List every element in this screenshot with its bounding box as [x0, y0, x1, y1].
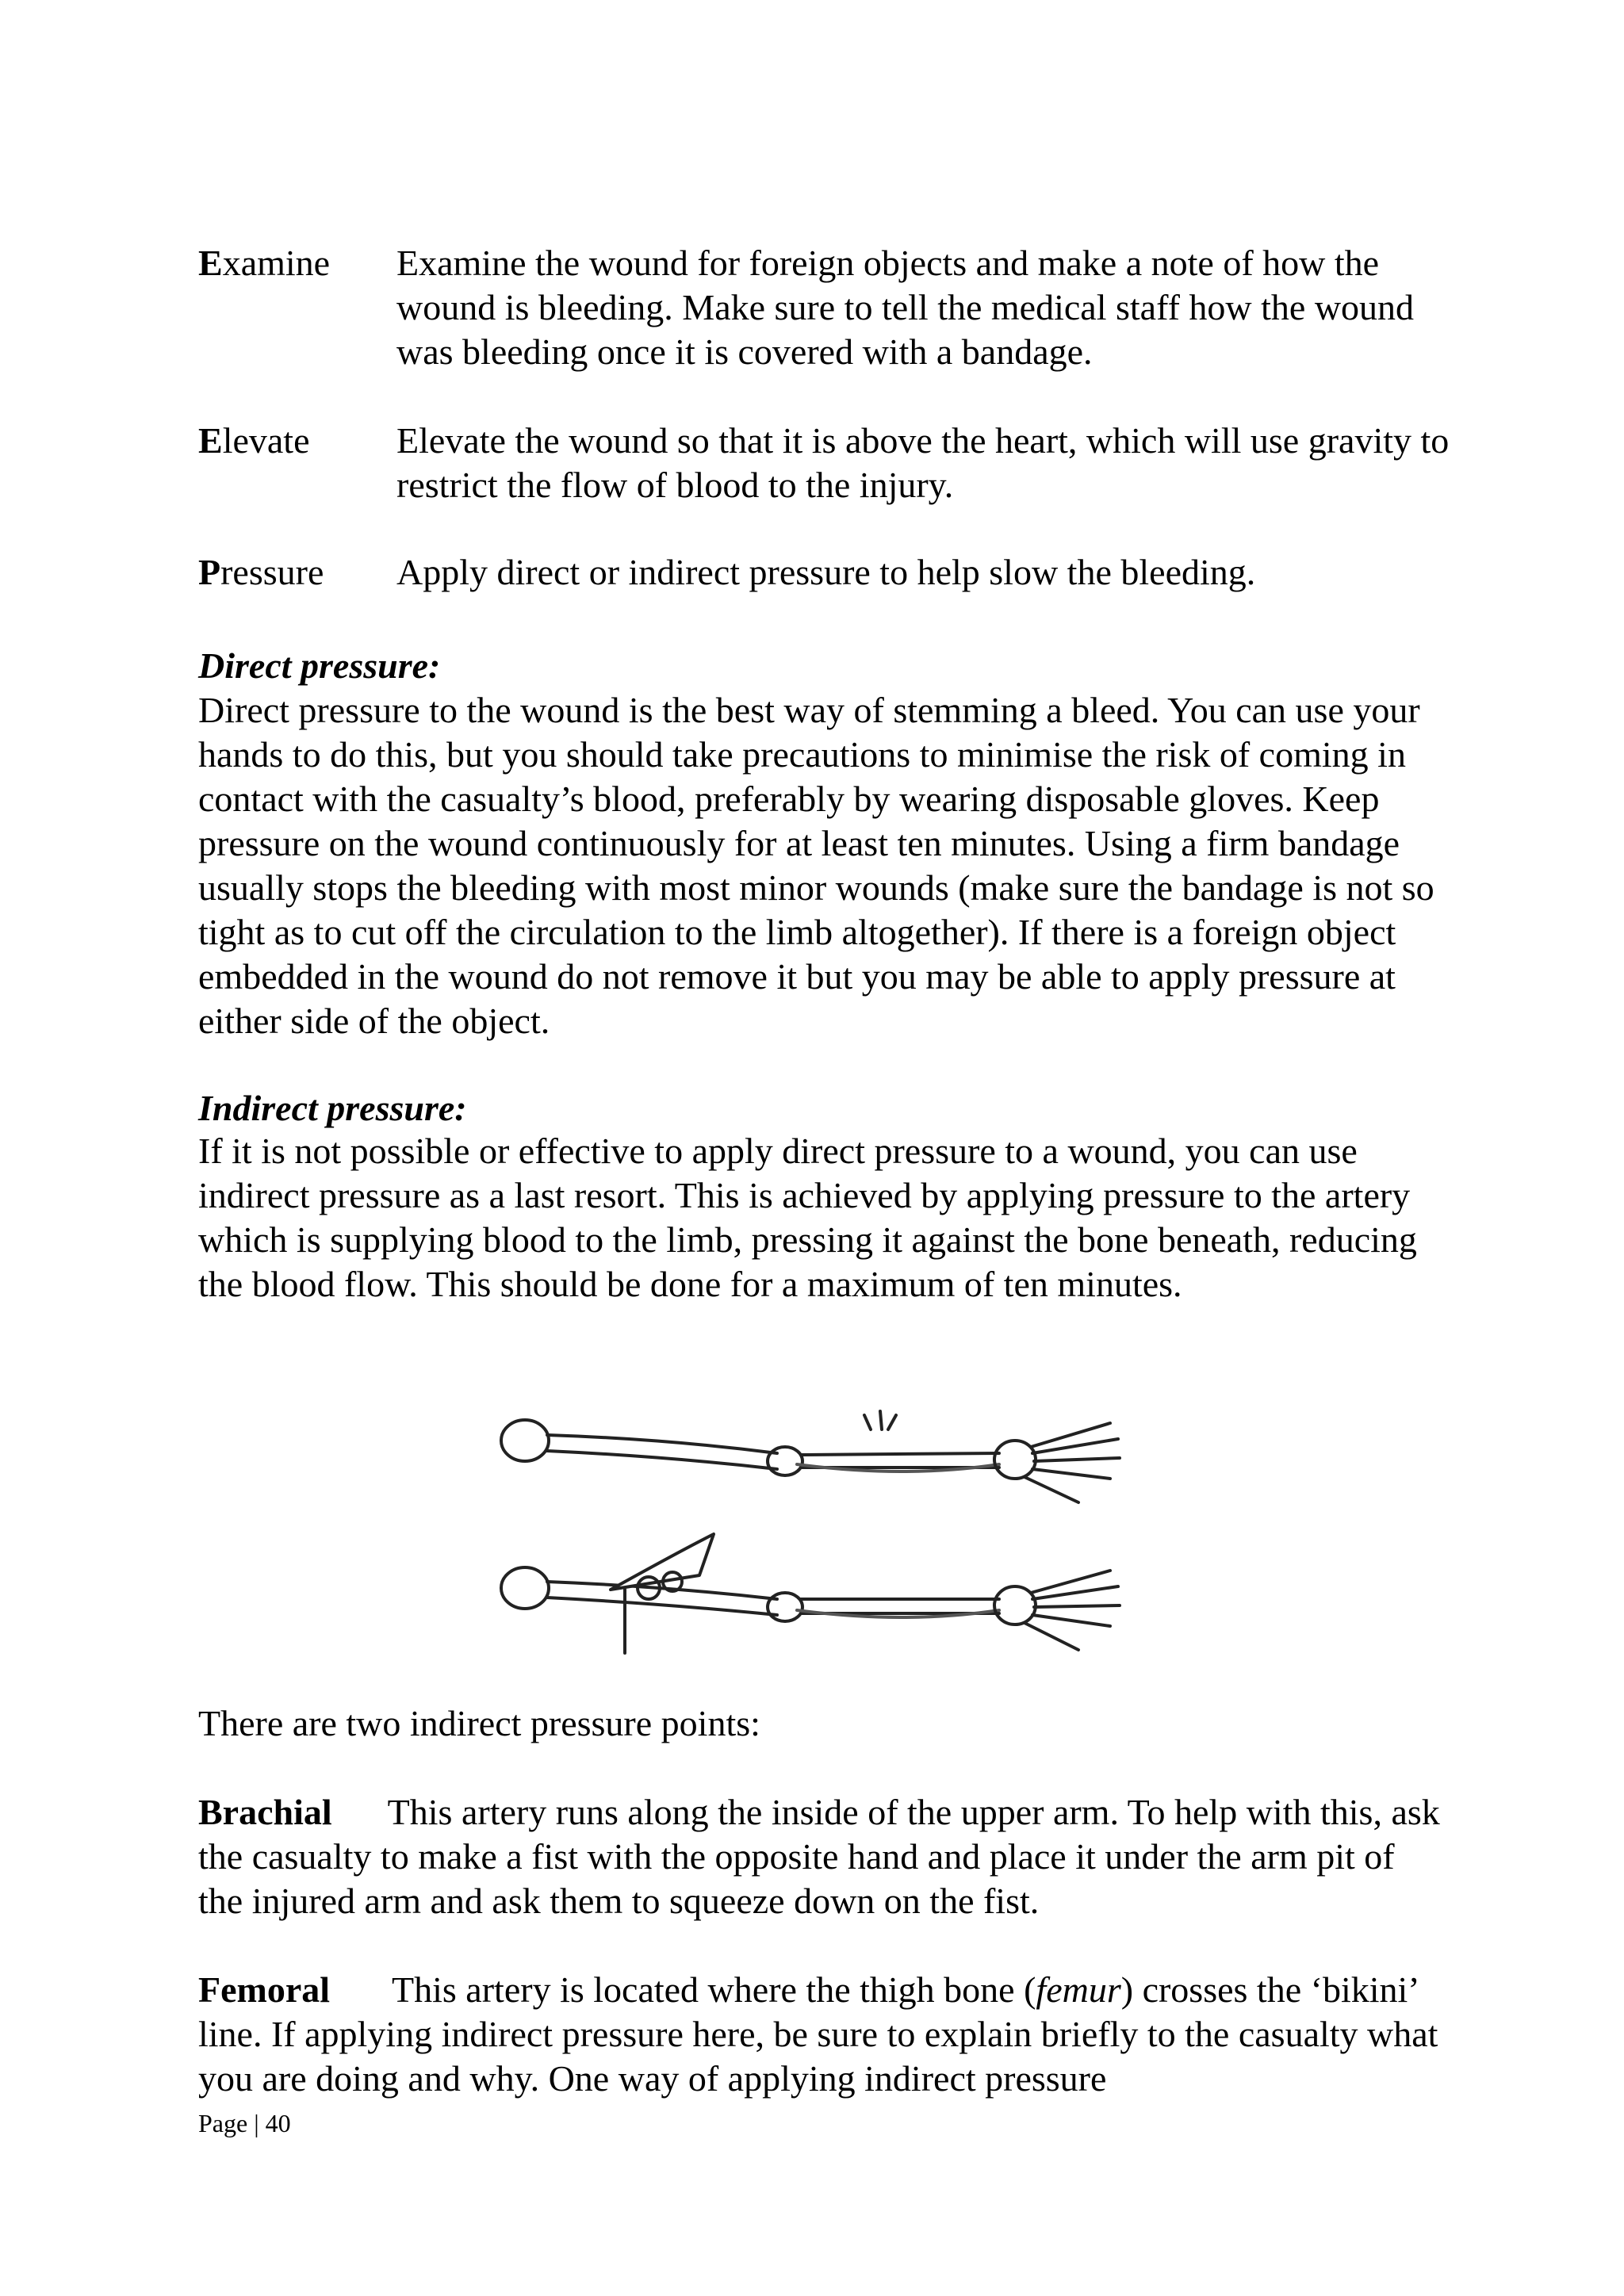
- indirect-pressure-heading: Indirect pressure:: [198, 1088, 467, 1128]
- definition-elevate: Elevate the wound so that it is above the heart, which will use gravity to restrict the flow of blood to the injury.: [396, 420, 1450, 505]
- term-examine: Examine: [198, 243, 331, 283]
- brachial-paragraph: [198, 1790, 1443, 1923]
- femoral-text-before: This artery is located where the thigh bone (: [392, 1969, 1036, 2010]
- femoral-text-after: ) crosses the ‘bikini’ line. If applying indirect pressure here, be sure to explain briefly to the casualty what you are doing and why. One way of applying indirect pressure: [198, 1969, 1438, 2099]
- indirect-pressure-body: If it is not possible or effective to apply direct pressure to a wound, you can use indirect pressure as a last resort. This is achieved by applying pressure to the artery which is supplying blood to the limb, pressing it against the bone beneath, reducing the blood flow. This should be done for a maximum of ten minutes.: [198, 1131, 1417, 1304]
- term-elevate: Elevate: [198, 420, 310, 461]
- definition-examine: Examine the wound for foreign objects and make a note of how the wound is bleeding. Make sure to tell the medical staff how the wound was bleeding once it is covered with a bandage.: [396, 243, 1415, 372]
- term-pressure: Pressure: [198, 552, 324, 592]
- brachial-text: This artery runs along the inside of the upper arm. To help with this, ask the casualty to make a fist with the opposite hand and place it under the arm pit of the injured arm and ask them to squeeze down on the fist.: [198, 1792, 1440, 1921]
- arm-diagram-top: [501, 1411, 1120, 1502]
- pressure-points-intro: There are two indirect pressure points:: [198, 1703, 760, 1743]
- direct-pressure-body: Direct pressure to the wound is the best way of stemming a bleed. You can use your hands to do this, but you should take precautions to minimise the risk of coming in contact with the casualty’s blood, preferably by wearing disposable gloves. Keep pressure on the wound continuously for at least ten minutes. Using a firm bandage usually stops the bleeding with most minor wounds (make sure the bandage is not so tight as to cut off the circulation to the limb altogether). If there is a foreign object embedded in the wound do not remove it but you may be able to apply pressure at either side of the object.: [198, 690, 1434, 1041]
- arm-pressure-illustration: [492, 1391, 1126, 1661]
- femoral-term: Femoral: [198, 1969, 331, 2010]
- femoral-text-italic: femur: [1036, 1969, 1121, 2010]
- page-number: Page | 40: [198, 2109, 291, 2137]
- direct-pressure-heading: Direct pressure:: [198, 645, 441, 686]
- definition-pressure: Apply direct or indirect pressure to help slow the bleeding.: [396, 552, 1256, 592]
- arm-diagram-bottom: [501, 1534, 1120, 1653]
- femoral-paragraph: [198, 1968, 1443, 2101]
- brachial-term: Brachial: [198, 1792, 332, 1832]
